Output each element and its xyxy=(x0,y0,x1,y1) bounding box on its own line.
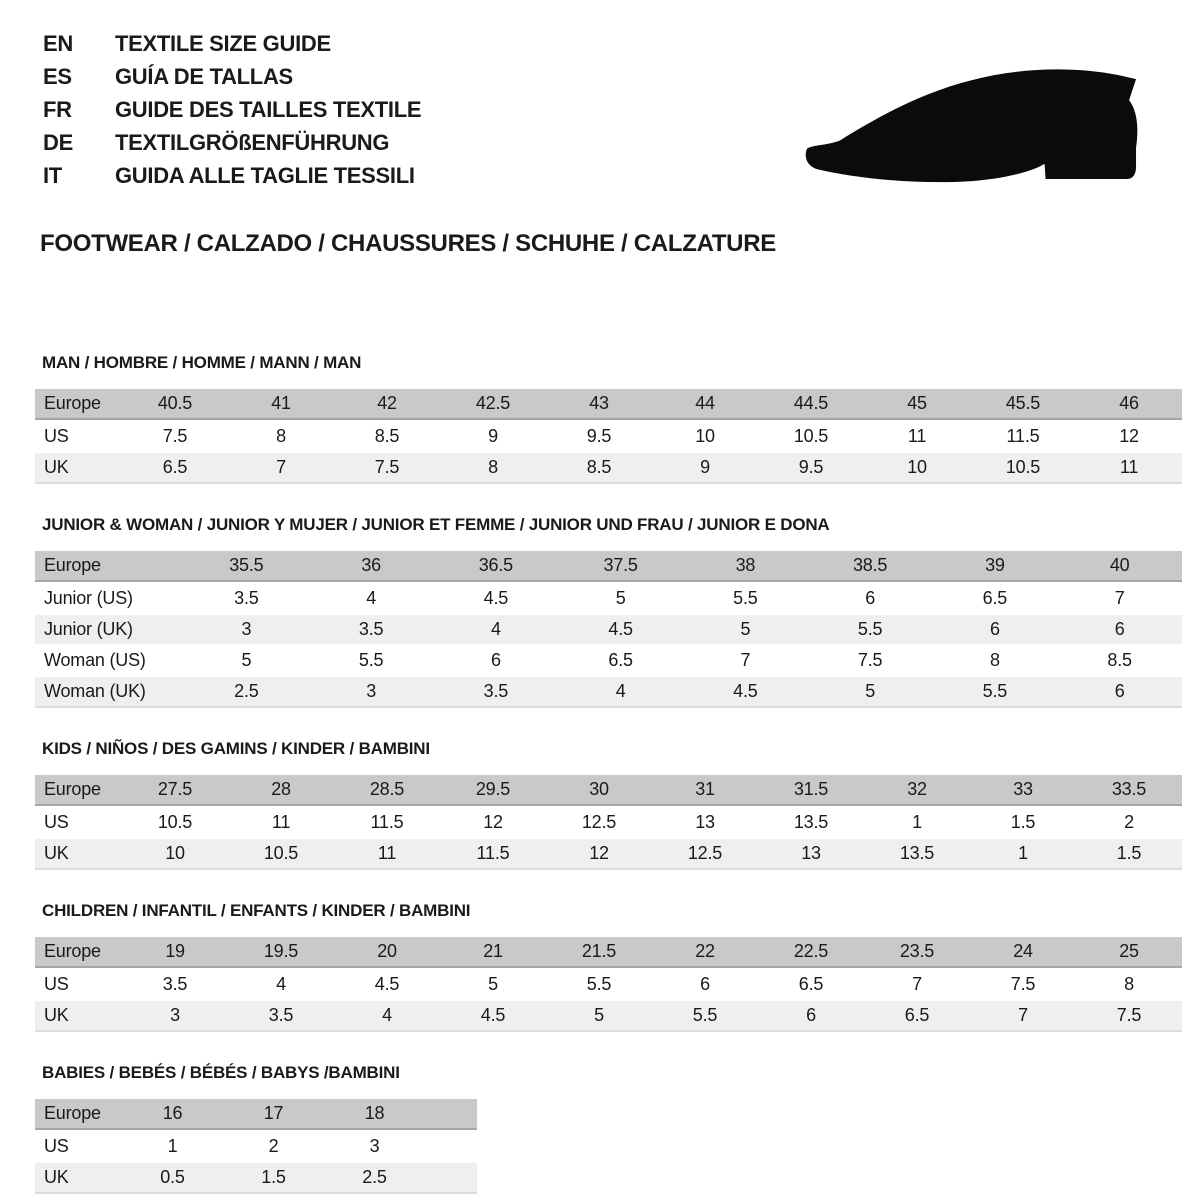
size-cell: 0.5 xyxy=(122,1163,223,1194)
size-cell: 13 xyxy=(758,839,864,870)
row-label: UK xyxy=(35,1001,122,1032)
size-cell: 4 xyxy=(558,677,683,708)
section-title: JUNIOR & WOMAN / JUNIOR Y MUJER / JUNIOR ET FEMME / JUNIOR UND FRAU / JUNIOR E DONA xyxy=(42,515,830,534)
size-cell: 5 xyxy=(683,615,808,644)
size-cell: 4 xyxy=(309,584,434,613)
size-cell: 5.5 xyxy=(309,646,434,675)
size-cell: 12 xyxy=(1076,422,1182,451)
size-cell: 8.5 xyxy=(546,453,652,484)
row-label: UK xyxy=(35,839,122,870)
language-title: TEXTILE SIZE GUIDE xyxy=(115,30,331,56)
row-label: US xyxy=(35,1132,122,1161)
size-cell: 1.5 xyxy=(223,1163,324,1194)
size-cell: 6 xyxy=(434,646,559,675)
size-section-children xyxy=(35,901,1182,1034)
filler-cell xyxy=(425,1132,477,1161)
size-cell: 38.5 xyxy=(808,551,933,582)
size-cell: 13.5 xyxy=(864,839,970,870)
table-row xyxy=(35,839,1182,870)
size-table-babies xyxy=(35,1097,477,1196)
size-cell: 8 xyxy=(228,422,334,451)
size-cell: 4.5 xyxy=(434,584,559,613)
size-cell: 9.5 xyxy=(546,422,652,451)
row-label: Europe xyxy=(35,1099,122,1130)
size-cell: 12 xyxy=(440,808,546,837)
row-label: Europe xyxy=(35,775,122,806)
size-cell: 28 xyxy=(228,775,334,806)
size-cell: 2 xyxy=(1076,808,1182,837)
table-row xyxy=(35,422,1182,451)
row-label: Europe xyxy=(35,551,184,582)
language-code: EN xyxy=(43,30,73,56)
size-cell: 40.5 xyxy=(122,389,228,420)
row-label: UK xyxy=(35,453,122,484)
size-cell: 33.5 xyxy=(1076,775,1182,806)
language-code: ES xyxy=(43,63,72,89)
size-cell: 4 xyxy=(228,970,334,999)
size-cell: 22.5 xyxy=(758,937,864,968)
size-cell: 3 xyxy=(309,677,434,708)
size-cell: 11 xyxy=(334,839,440,870)
size-cell: 45.5 xyxy=(970,389,1076,420)
size-cell: 6.5 xyxy=(558,646,683,675)
size-cell: 3.5 xyxy=(309,615,434,644)
size-section-babies xyxy=(35,1063,1182,1196)
section-title: BABIES / BEBÉS / BÉBÉS / BABYS /BAMBINI xyxy=(42,1063,400,1082)
size-cell: 11.5 xyxy=(440,839,546,870)
size-cell: 11.5 xyxy=(970,422,1076,451)
table-row xyxy=(35,615,1182,644)
size-cell: 4.5 xyxy=(683,677,808,708)
size-cell: 13 xyxy=(652,808,758,837)
size-cell: 42 xyxy=(334,389,440,420)
size-cell: 35.5 xyxy=(184,551,309,582)
size-cell: 6.5 xyxy=(122,453,228,484)
size-cell: 12.5 xyxy=(652,839,758,870)
size-cell: 21 xyxy=(440,937,546,968)
size-cell: 44.5 xyxy=(758,389,864,420)
size-cell: 36 xyxy=(309,551,434,582)
size-table-junior_woman xyxy=(35,549,1182,710)
size-cell: 7.5 xyxy=(970,970,1076,999)
language-row xyxy=(43,27,1182,60)
size-cell: 12.5 xyxy=(546,808,652,837)
size-cell: 7 xyxy=(1057,584,1182,613)
size-cell: 9.5 xyxy=(758,453,864,484)
row-label: Junior (UK) xyxy=(35,615,184,644)
size-cell: 8.5 xyxy=(334,422,440,451)
size-cell: 5.5 xyxy=(546,970,652,999)
size-table-kids xyxy=(35,773,1182,872)
size-cell: 9 xyxy=(652,453,758,484)
size-cell: 2 xyxy=(223,1132,324,1161)
category-title: FOOTWEAR / CALZADO / CHAUSSURES / SCHUHE / CALZATURE xyxy=(40,230,776,257)
size-cell: 40 xyxy=(1057,551,1182,582)
section-title: CHILDREN / INFANTIL / ENFANTS / KINDER / BAMBINI xyxy=(42,901,471,920)
language-title: TEXTILGRÖßENFÜHRUNG xyxy=(115,129,390,155)
language-code: IT xyxy=(43,162,62,188)
size-cell: 7.5 xyxy=(1076,1001,1182,1032)
size-section-kids xyxy=(35,739,1182,872)
size-cell: 36.5 xyxy=(434,551,559,582)
table-row xyxy=(35,453,1182,484)
size-cell: 5.5 xyxy=(808,615,933,644)
size-cell: 19.5 xyxy=(228,937,334,968)
size-cell: 10 xyxy=(652,422,758,451)
size-cell: 5.5 xyxy=(652,1001,758,1032)
size-cell: 4.5 xyxy=(440,1001,546,1032)
row-label: US xyxy=(35,808,122,837)
size-cell: 1 xyxy=(970,839,1076,870)
size-cell: 21.5 xyxy=(546,937,652,968)
size-cell: 43 xyxy=(546,389,652,420)
filler-cell xyxy=(425,1099,477,1130)
table-row xyxy=(35,937,1182,968)
size-cell: 30 xyxy=(546,775,652,806)
size-cell: 5 xyxy=(558,584,683,613)
size-cell: 11 xyxy=(864,422,970,451)
size-cell: 6 xyxy=(1057,615,1182,644)
table-row xyxy=(35,775,1182,806)
size-cell: 6.5 xyxy=(933,584,1058,613)
size-cell: 31.5 xyxy=(758,775,864,806)
size-cell: 4 xyxy=(334,1001,440,1032)
row-label: Europe xyxy=(35,389,122,420)
size-cell: 8 xyxy=(933,646,1058,675)
size-cell: 7 xyxy=(228,453,334,484)
size-section-junior_woman xyxy=(35,515,1182,710)
language-code: FR xyxy=(43,96,72,122)
size-cell: 7.5 xyxy=(122,422,228,451)
section-title: MAN / HOMBRE / HOMME / MANN / MAN xyxy=(42,353,362,372)
size-cell: 7 xyxy=(683,646,808,675)
size-cell: 24 xyxy=(970,937,1076,968)
size-cell: 10.5 xyxy=(228,839,334,870)
size-section-man xyxy=(35,353,1182,486)
size-cell: 6.5 xyxy=(758,970,864,999)
size-cell: 5 xyxy=(440,970,546,999)
table-row xyxy=(35,808,1182,837)
size-cell: 31 xyxy=(652,775,758,806)
size-cell: 27.5 xyxy=(122,775,228,806)
size-cell: 1.5 xyxy=(970,808,1076,837)
size-cell: 3.5 xyxy=(122,970,228,999)
header xyxy=(35,27,1182,258)
size-cell: 3.5 xyxy=(434,677,559,708)
size-cell: 19 xyxy=(122,937,228,968)
size-cell: 5 xyxy=(184,646,309,675)
table-row xyxy=(35,584,1182,613)
shoe-icon xyxy=(803,68,1141,184)
size-cell: 3.5 xyxy=(184,584,309,613)
size-cell: 5 xyxy=(808,677,933,708)
size-cell: 7.5 xyxy=(808,646,933,675)
size-cell: 11 xyxy=(228,808,334,837)
size-cell: 25 xyxy=(1076,937,1182,968)
size-cell: 6 xyxy=(758,1001,864,1032)
size-cell: 6.5 xyxy=(864,1001,970,1032)
size-cell: 10.5 xyxy=(122,808,228,837)
table-row xyxy=(35,389,1182,420)
size-cell: 3.5 xyxy=(228,1001,334,1032)
size-cell: 10.5 xyxy=(970,453,1076,484)
table-row xyxy=(35,1132,477,1161)
size-cell: 4.5 xyxy=(558,615,683,644)
size-table-children xyxy=(35,935,1182,1034)
size-cell: 28.5 xyxy=(334,775,440,806)
size-cell: 1 xyxy=(864,808,970,837)
size-cell: 29.5 xyxy=(440,775,546,806)
size-cell: 10 xyxy=(122,839,228,870)
size-cell: 10 xyxy=(864,453,970,484)
row-label: Woman (US) xyxy=(35,646,184,675)
size-cell: 44 xyxy=(652,389,758,420)
language-title: GUÍA DE TALLAS xyxy=(115,63,293,89)
size-cell: 5 xyxy=(546,1001,652,1032)
table-row xyxy=(35,1099,477,1130)
size-cell: 42.5 xyxy=(440,389,546,420)
size-cell: 5.5 xyxy=(683,584,808,613)
language-title: GUIDA ALLE TAGLIE TESSILI xyxy=(115,162,415,188)
table-row xyxy=(35,970,1182,999)
row-label: UK xyxy=(35,1163,122,1194)
language-title: GUIDE DES TAILLES TEXTILE xyxy=(115,96,422,122)
size-cell: 2.5 xyxy=(324,1163,425,1194)
size-cell: 38 xyxy=(683,551,808,582)
size-cell: 3 xyxy=(324,1132,425,1161)
filler-cell xyxy=(425,1163,477,1194)
size-cell: 6 xyxy=(808,584,933,613)
size-cell: 22 xyxy=(652,937,758,968)
size-cell: 6 xyxy=(1057,677,1182,708)
size-cell: 8 xyxy=(440,453,546,484)
size-cell: 1.5 xyxy=(1076,839,1182,870)
size-cell: 33 xyxy=(970,775,1076,806)
size-cell: 41 xyxy=(228,389,334,420)
row-label: US xyxy=(35,970,122,999)
size-table-man xyxy=(35,387,1182,486)
row-label: Woman (UK) xyxy=(35,677,184,708)
size-cell: 7 xyxy=(864,970,970,999)
size-cell: 1 xyxy=(122,1132,223,1161)
size-cell: 7 xyxy=(970,1001,1076,1032)
size-cell: 6 xyxy=(933,615,1058,644)
row-label: Junior (US) xyxy=(35,584,184,613)
row-label: Europe xyxy=(35,937,122,968)
size-cell: 20 xyxy=(334,937,440,968)
size-cell: 4.5 xyxy=(334,970,440,999)
size-cell: 39 xyxy=(933,551,1058,582)
size-cell: 5.5 xyxy=(933,677,1058,708)
table-row xyxy=(35,551,1182,582)
size-cell: 46 xyxy=(1076,389,1182,420)
table-row xyxy=(35,677,1182,708)
size-cell: 11.5 xyxy=(334,808,440,837)
table-row xyxy=(35,1163,477,1194)
size-cell: 23.5 xyxy=(864,937,970,968)
size-cell: 17 xyxy=(223,1099,324,1130)
language-code: DE xyxy=(43,129,73,155)
size-cell: 37.5 xyxy=(558,551,683,582)
table-row xyxy=(35,646,1182,675)
size-cell: 13.5 xyxy=(758,808,864,837)
size-cell: 11 xyxy=(1076,453,1182,484)
size-cell: 3 xyxy=(122,1001,228,1032)
size-cell: 32 xyxy=(864,775,970,806)
size-cell: 10.5 xyxy=(758,422,864,451)
shoe-silhouette-svg xyxy=(803,68,1141,184)
size-cell: 16 xyxy=(122,1099,223,1130)
section-title: KIDS / NIÑOS / DES GAMINS / KINDER / BAMBINI xyxy=(42,739,430,758)
size-cell: 3 xyxy=(184,615,309,644)
row-label: US xyxy=(35,422,122,451)
size-cell: 9 xyxy=(440,422,546,451)
size-cell: 8.5 xyxy=(1057,646,1182,675)
size-cell: 8 xyxy=(1076,970,1182,999)
size-cell: 6 xyxy=(652,970,758,999)
size-tables xyxy=(35,353,1182,1196)
size-cell: 7.5 xyxy=(334,453,440,484)
size-cell: 45 xyxy=(864,389,970,420)
size-cell: 2.5 xyxy=(184,677,309,708)
size-cell: 18 xyxy=(324,1099,425,1130)
size-cell: 12 xyxy=(546,839,652,870)
table-row xyxy=(35,1001,1182,1032)
size-cell: 4 xyxy=(434,615,559,644)
